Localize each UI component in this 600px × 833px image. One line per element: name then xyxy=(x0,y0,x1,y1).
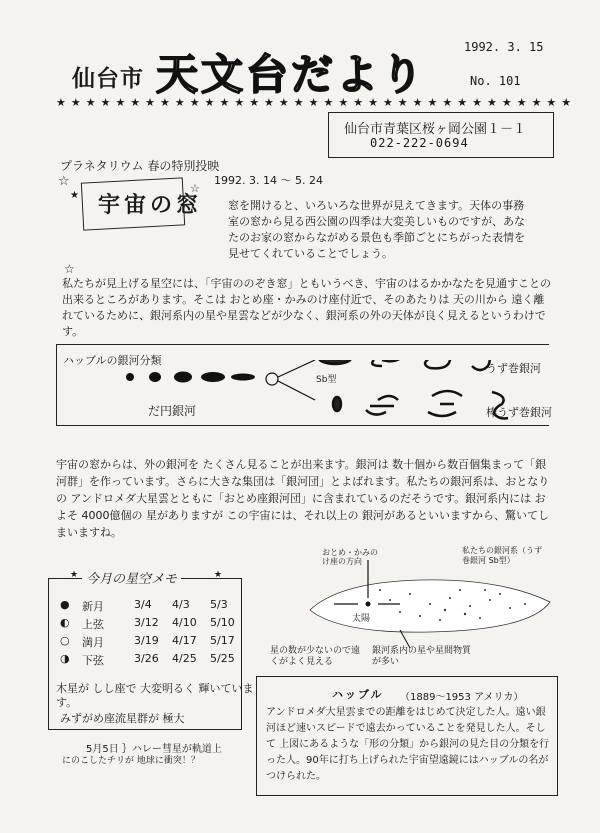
moon-date: 3/12 xyxy=(134,616,159,629)
phone: 022-222-0694 xyxy=(370,136,469,150)
memo-title: 今月の星空メモ xyxy=(82,568,181,587)
direction-label: おとめ・かみのけ座の方向 xyxy=(322,548,378,566)
star-icon: ★ xyxy=(70,190,79,201)
galaxy-text: 宇宙の窓からは、外の銀河を たくさん見ることが出来ます。銀河は 数十個から数百個集まって「銀河群」を作っています。さらに大きな集団は「銀河団」とよばれます。私たちの銀河系は、おとなりの アンドロメダ大星雲とともに「おとめ座銀河団」に含まれているのだそうです。銀河系内には およそ 4000億個の 星がありますが この宇宙には、それ以上の 銀河があるといいますから、驚いてしまいますね。 xyxy=(56,458,550,539)
newsletter-title: 天文台だより xyxy=(156,50,427,99)
moon-phase: 新月 xyxy=(82,600,104,613)
many-stars-label: 銀河系内の星や星間物質が多い xyxy=(372,646,472,667)
program-period: 1992. 3. 14 ～ 5. 24 xyxy=(214,174,323,187)
full-moon-icon: ○ xyxy=(60,634,70,647)
moon-phase: 満月 xyxy=(82,636,104,649)
program-title: 宇宙の窓 xyxy=(98,193,203,218)
section-label: プラネタリウム 春の特別投映 xyxy=(60,159,220,173)
spiral-label: うず巻銀河 xyxy=(486,362,541,375)
sb-type-label: Sb型 xyxy=(316,375,337,385)
moon-date: 4/3 xyxy=(172,598,190,611)
e-galaxy xyxy=(149,372,161,382)
sbb-galaxy xyxy=(428,391,462,416)
hubble-name: ハッブル xyxy=(332,688,384,701)
sb0-galaxy xyxy=(333,397,341,411)
moon-row xyxy=(60,616,235,632)
issue-number: No. 101 xyxy=(470,74,521,88)
moon-date: 5/10 xyxy=(210,616,235,629)
meteor-note-detail: にのこしたチリが 地球に衝突！？ xyxy=(62,756,200,766)
barred-spiral-label: 棒うず巻銀河 xyxy=(486,406,552,419)
moon-date: 3/19 xyxy=(134,634,159,647)
moon-date: 5/17 xyxy=(210,634,235,647)
hubble-years: （1889～1953 アメリカ） xyxy=(400,692,524,703)
moon-row xyxy=(60,634,235,650)
sun-label: 太陽 xyxy=(352,614,371,624)
e-galaxy xyxy=(231,374,255,381)
moon-date: 5/3 xyxy=(210,598,228,611)
moon-date: 3/4 xyxy=(134,598,152,611)
milky-way-diagram xyxy=(300,560,560,650)
org-name: 仙台市 xyxy=(72,66,144,92)
star-icon: ★ xyxy=(70,570,79,580)
e-galaxy xyxy=(201,372,225,382)
classification-title: ハッブルの銀河分類 xyxy=(60,352,165,368)
star-icon: ☆ xyxy=(64,262,75,276)
sb-galaxy xyxy=(372,360,404,366)
star-icon: ☆ xyxy=(58,174,70,189)
moon-date: 5/25 xyxy=(210,652,235,665)
star-border: ★★★★★★★★★★★★★★★★★★★★★★★★★★★★★★★★★★★ xyxy=(56,96,577,109)
last-quarter-icon: ◑ xyxy=(60,652,70,665)
star-icon: ☆ xyxy=(190,182,200,195)
moon-date: 4/10 xyxy=(172,616,197,629)
moon-date: 4/17 xyxy=(172,634,197,647)
moon-date: 4/25 xyxy=(172,652,197,665)
star-icon: ★ xyxy=(214,570,223,580)
jupiter-note: 木星が しし座で 大変明るく 輝いています。 xyxy=(56,682,254,709)
moon-phase: 上弦 xyxy=(82,618,104,631)
intro-text: 窓を開けると、いろいろな世界が見えてきます。天体の事務室の窓から見る西公園の四季は大変美しいものですが、あなたのお家の窓からながめる景色も季節ごとにちがった表情を見せてくれていることでしょう。 xyxy=(228,199,525,260)
e0-galaxy xyxy=(126,373,134,381)
moon-date: 3/26 xyxy=(134,652,159,665)
body-text: 私たちが見上げる星空には、「宇宙ののぞき窓」ともいうべき、宇宙のはるかかなたを見通すことの出来るところがあります。そこは おとめ座・かみのけ座付近で、そのあたりは 天の川から 遠く離れているために、銀河系内の星や星雲などが少なく、銀河系の外の天体が良く見えるというわけです。 xyxy=(62,277,552,338)
meteor-note: みずがめ座流星群が 極大 xyxy=(60,712,185,725)
meteor-date: 5月5日 ｝ハレー彗星が軌道上 xyxy=(86,744,222,755)
sc-galaxy xyxy=(425,360,490,370)
galaxy-type-label: 私たちの銀河系（うず巻銀河 Sb型） xyxy=(462,546,542,565)
moon-row xyxy=(60,598,232,614)
s0-galaxy xyxy=(266,373,278,385)
tuning-fork-diagram xyxy=(60,360,540,430)
hubble-bio-text: アンドロメダ大星雲までの距離をはじめて決定した人。遠い銀河ほど速いスピードで遠去かっていることを発見した人。そして 上図にあるような「形の分類」から銀河の見た目の分類を行った人。90年に打ち上げられた宇宙望遠鏡にはハッブルの名がつけられた。 xyxy=(266,707,550,782)
few-stars-label: 星の数が少ないので遠くがよく見える xyxy=(270,646,361,667)
moon-phase: 下弦 xyxy=(82,654,104,667)
issue-date: 1992. 3. 15 xyxy=(464,40,544,54)
elliptical-label: だ円銀河 xyxy=(148,404,197,418)
moon-row xyxy=(60,652,235,668)
sbb-galaxy xyxy=(366,396,398,415)
first-quarter-icon: ◐ xyxy=(60,616,70,629)
sa-galaxy xyxy=(319,360,351,364)
e-galaxy xyxy=(174,372,192,383)
address: 仙台市青葉区桜ヶ岡公園１－１ xyxy=(344,122,527,137)
sun-dot xyxy=(366,602,371,607)
new-moon-icon: ● xyxy=(60,598,70,611)
